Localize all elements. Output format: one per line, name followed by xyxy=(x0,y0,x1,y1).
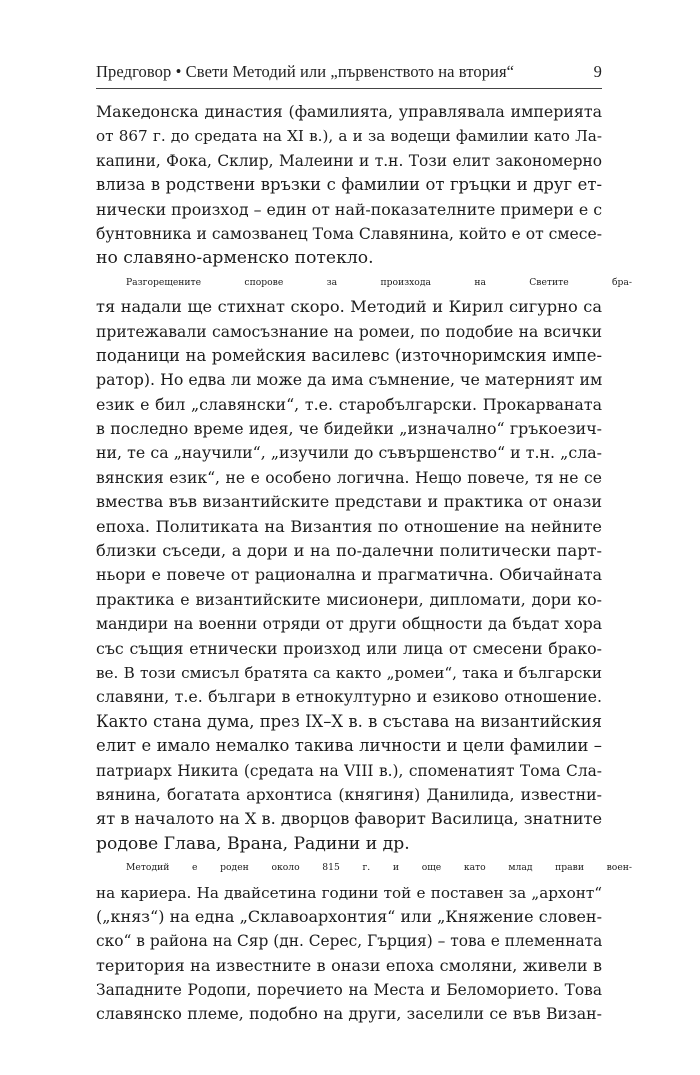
running-header xyxy=(96,62,602,82)
text-line: мандири на военни отряди от други общности да бъдат хора xyxy=(96,615,602,634)
text-line: притежавали самосъзнание на ромеи, по подобие на всички xyxy=(96,322,602,341)
header-rule xyxy=(96,88,602,89)
text-line: но славяно-арменско потекло. xyxy=(96,248,374,269)
text-line: близки съседи, а дори и на по-далечни политически парт- xyxy=(96,541,602,561)
text-line: Западните Родопи, поречието на Места и Беломорието. Това xyxy=(96,981,602,1000)
text-line: ве. В този смисъл братята са както „ромеи“, така и български xyxy=(96,663,602,682)
page-number: 9 xyxy=(593,62,602,81)
text-line: територия на известните в онази епоха смоляни, живели в xyxy=(96,955,602,975)
text-line: от 867 г. до средата на XI в.), а и за водещи фамилии като Ла- xyxy=(96,127,602,146)
text-line: („княз“) на една „Склавоархонтия“ или „Княжение словен- xyxy=(96,906,602,926)
text-line: вянския език“, не е особено логична. Нещо повече, тя не се xyxy=(96,468,602,487)
text-line: ят в началото на X в. дворцов фаворит Василица, знатните xyxy=(96,809,603,829)
text-line: ньори е повече от рационална и прагматична. Обичайната xyxy=(96,565,602,585)
text-line: тя надали ще стихнат скоро. Методий и Кирил сигурно са xyxy=(96,297,602,317)
text-line: практика е византийските мисионери, дипломати, дори ко- xyxy=(96,589,602,609)
text-line: елит е имало немалко такива личности и цели фамилии – xyxy=(96,736,602,756)
text-line: славяни, т.е. българи в етнокултурно и езиково отношение. xyxy=(96,687,602,707)
text-line: Както стана дума, през IX–X в. в състава на византийския xyxy=(96,711,602,731)
text-line: Македонска династия (фамилията, управлявала империята xyxy=(96,102,602,121)
text-line: славянско племе, подобно на други, заселили се във Визан- xyxy=(96,1004,602,1024)
text-line: нически произход – един от най-показателните примери е с xyxy=(96,199,603,219)
text-line: Методий е роден около 815 г. и още като млад прави воен- xyxy=(126,862,632,874)
text-line: капини, Фока, Склир, Малеини и т.н. Този елит закономерно xyxy=(96,151,602,170)
text-line: епоха. Политиката на Византия по отношение на нейните xyxy=(96,516,602,536)
text-line: ратор). Но едва ли може да има съмнение, че матерният им xyxy=(96,370,603,390)
running-title: Предговор • Свети Методий или „първенството на втория“ xyxy=(96,62,515,81)
text-line: родове Глава, Врана, Радини и др. xyxy=(96,833,410,854)
text-line: бунтовника и самозванец Тома Славянина, който е от смесе- xyxy=(96,224,602,243)
text-line: поданици на ромейския василевс (източноримския импе- xyxy=(96,345,602,365)
text-line: език е бил „славянски“, т.е. старобългарски. Прокарваната xyxy=(96,394,602,414)
text-line: вянина, богатата архонтиса (княгиня) Данилида, известни- xyxy=(96,784,602,804)
text-line: на кариера. На двайсетина години той е поставен за „архонт“ xyxy=(96,883,602,902)
text-line: ско“ в района на Сяр (дн. Серес, Гърция) – това е племенната xyxy=(96,932,603,951)
text-line: в последно време идея, че бидейки „изначално“ гръкоезич- xyxy=(96,419,602,439)
text-line: патриарх Никита (средата на VIII в.), споменатият Тома Сла- xyxy=(96,761,602,780)
text-line: със същия етнически произход или лица от смесени брако- xyxy=(96,638,602,658)
page-body xyxy=(96,100,632,1027)
text-line: ни, те са „научили“, „изучили до съвършенство“ и т.н. „сла- xyxy=(96,443,602,463)
text-line: Разгорещените спорове за произхода на Светите бра- xyxy=(126,276,632,288)
text-line: влиза в родствени връзки с фамилии от гръцки и друг ет- xyxy=(96,175,602,195)
text-line: вмества във византийските представи и практика от онази xyxy=(96,492,602,512)
